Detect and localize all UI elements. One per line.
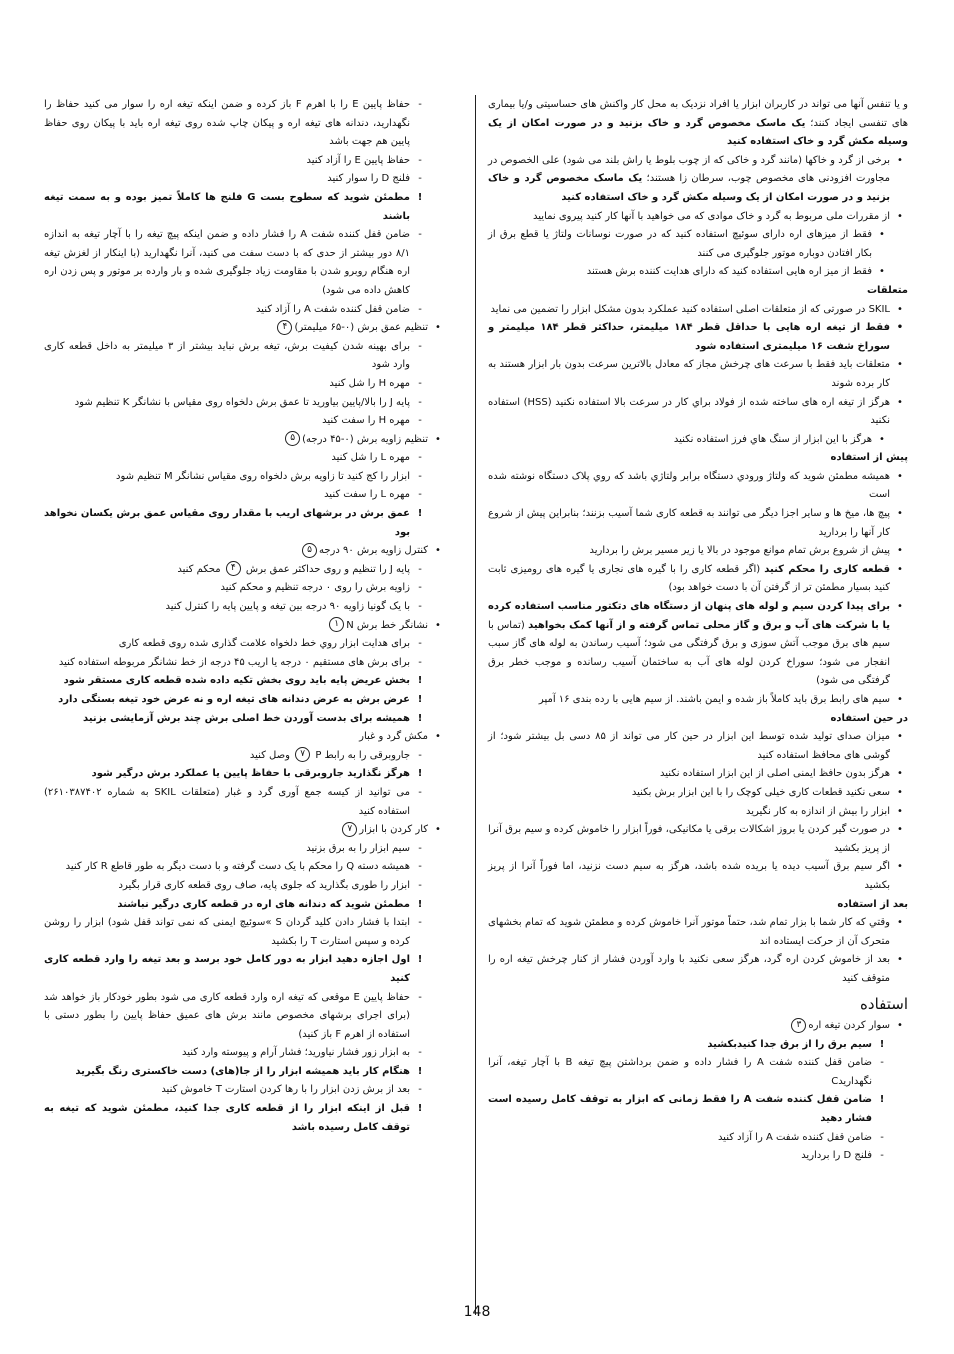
- check-angle: زاویه برش را روی ۰ درجه تنظیم و محکم کنید: [220, 582, 410, 594]
- warning-item: [44, 765, 446, 784]
- warning-icon: !: [879, 1094, 885, 1106]
- warning-icon: !: [417, 694, 423, 705]
- list-item: [488, 208, 908, 227]
- angle-tighten: مهره L را سفت کنید: [324, 489, 410, 501]
- bullet-icon: •: [897, 768, 903, 780]
- list-item: [488, 505, 908, 542]
- check-square: با یک گونیا زاویه ۹۰ درجه بین تیغه و پایین پایه را کنترل کنید: [165, 601, 410, 613]
- press-lock: ضامن قفل کننده شفت A را فشار داده و ضمن برداشتن پیچ تیغه B با آچار تیغه، آنرا نگهداریدC: [488, 1057, 872, 1087]
- op-guard: حفاظ پایین E موقعی که تیغه اره وارد قطعه کاری می شود بطور خودکار باز خواهد شد (برای اجرای برشهای مخصوص مانند برش های عمیق حفاظ پایین را بطور دستی با استفاده از اهرم F باز کنید): [44, 991, 410, 1040]
- warning-item: [44, 1100, 446, 1137]
- warning-icon: !: [417, 675, 423, 687]
- list-item: [488, 152, 908, 208]
- depth-adjust: پایه J را بالا/پایین بیاورید تا عمق برش دلخواه روی مقیاس با نشانگر K تنظیم شود: [74, 396, 410, 408]
- warn-width: عرض برش به عرض دندانه های تیغه اره و نه عرض خود تیغه بستگی دارد: [58, 694, 410, 705]
- bullet-icon: •: [879, 266, 885, 278]
- guard-open: حفاظ پایین E را با اهرم F باز کرده و ضمن اینکه تیغه اره را سوار می کنید حفاظ را نگهدارید، دندانه های تیغه اره و پیکان چاپ شده روی تیغه اره باید با پیکان روی حفاظ پایین هم جهت باشد: [44, 99, 411, 148]
- list-item: [44, 412, 446, 431]
- dust-warning: هرگز نگذارید جاروبرقی با حفاظ پایین یا عملکرد برش درگیر شود: [91, 768, 410, 780]
- list-item: [44, 747, 446, 766]
- warning-icon: !: [417, 954, 423, 966]
- accessory-hss: هرگز از تیغه اره های ساخته شده از فولاد براي کار در سرعت بالا استفاده نکنید (HSS) استفاده نکنید: [488, 396, 890, 427]
- list-item: [488, 394, 908, 431]
- dash-icon: -: [418, 489, 422, 501]
- list-item: [44, 431, 446, 450]
- dash-icon: -: [418, 749, 422, 761]
- check-set-a: پایه J را تنظیم و روی حداکثر عمق برش: [242, 563, 410, 575]
- dash-icon: -: [880, 1150, 884, 1162]
- after-rest: وقتي که کار شما با بزار تمام شد، حتماً موتور آنرا خاموش کرده و مطمئن شوید که تمام بخشهای متحرک آن از حرکت ایستاده اند: [488, 917, 890, 947]
- left-column: [44, 96, 446, 1137]
- list-item: [44, 96, 446, 152]
- op-warn-remove: قبل از اینکه ابزار را از قطعه کاری جدا کنید، مطمئن شوید که تیغه به توقف کامل رسیده باشد: [44, 1103, 410, 1133]
- bullet-icon: •: [435, 731, 441, 743]
- op-plug: سیم ابزار را به برق بزنید: [306, 842, 410, 854]
- detect-text: (تماس با سیم های برق موجب آتش سوزی و برق گرفتگی می شود؛ آسیب رساندن به لوله های گاز سبب انفجار می شود؛ سوراخ کردن لوله های آب به ساختمان آسیب رسانده و موجب خطر برق گرفتگی می شود): [488, 619, 890, 687]
- list-item: [488, 784, 908, 803]
- list-item: [44, 598, 446, 617]
- dust-item: مکش گرد و غبار: [359, 731, 428, 743]
- dash-icon: -: [418, 842, 422, 854]
- list-item: [44, 858, 446, 877]
- table-guide-text: فقط از میز اره هایی استفاده کنید که دارای هدایت کننده برش هستند: [586, 266, 872, 278]
- list-item: [488, 356, 908, 393]
- list-item: [488, 1147, 908, 1166]
- bullet-icon: •: [897, 563, 903, 575]
- dust-bold: یک ماسک مخصوص گرد و خاک بزنید و در صورت امکان از یک وسیله مکش گرد و خاک استفاده کنید: [488, 173, 890, 203]
- before-obstacles: پیش از شروع برش تمام موانع موجود در بالا یا زیر مسیر برش را بردارید: [589, 545, 890, 557]
- list-item: [44, 449, 446, 468]
- list-item: [44, 654, 446, 673]
- dash-icon: -: [418, 638, 422, 650]
- warning-icon: !: [417, 768, 423, 780]
- bullet-icon: •: [879, 433, 885, 445]
- dust-connect-b: وصل کنید: [249, 749, 294, 761]
- list-item: [44, 1081, 446, 1100]
- accessories-heading: متعلقات: [866, 284, 908, 296]
- figure-number: ۷: [295, 747, 310, 762]
- unplug-warning: سیم برق را از برق جدا کنیدبکشید: [707, 1038, 872, 1050]
- list-item: [488, 319, 908, 356]
- angle-loosen: مهره L را شل کنید: [331, 452, 410, 464]
- clamp-text: (اگر قطعه کاری را با گیره های نجاری یا گیره های رومیزی ثابت کنید بسیار مطمئن تر از گرفتن آن با دست خواهد بود): [488, 563, 890, 594]
- during-cord: اگر سیم برق آسیب دیده یا بریده شده باشد، هرگز به سیم دست نزنید، اما فوراً آنرا از پریز بکشید: [488, 861, 890, 891]
- list-item: [44, 1044, 446, 1063]
- usage-title: استفاده: [860, 994, 908, 1013]
- dash-icon: -: [418, 415, 422, 427]
- op-switch: ابتدا با فشار دادن کلید گردان S »سوئیچ ایمنی که نمی تواند قفل شود) ابزار را روشن کرده و سپس استارت T را بکشید: [44, 917, 410, 947]
- warning-icon: !: [417, 508, 423, 520]
- warning-item: [44, 896, 446, 915]
- operation-item: کار کردن با ابزار: [359, 824, 428, 836]
- warning-item: [44, 691, 446, 710]
- depth-item: تنظیم عمق برش (۰-۶۵ میلیمتر): [294, 322, 428, 334]
- list-item: [488, 765, 908, 784]
- list-item: [44, 840, 446, 859]
- indicator-guide: برای هدایت ابزار روي خط دلخواه علامت گذاری شده روی قطعه کاری: [118, 638, 410, 650]
- op-pressure: به ابزار زور فشار نیاورید؛ فشار آرام و پیوسته وارد کنید: [181, 1047, 410, 1059]
- check-item: کنترل زاویه برش ۹۰ درجه: [319, 545, 428, 557]
- during-force: ابزار را بیش از اندازه به کار نگیرید: [745, 805, 890, 817]
- warning-item: [44, 505, 446, 542]
- intro-text: و یا تنفس آنها می تواند در کاربران ابزار یا افراد نزدیک به محل کار واکنش های حساسیتی و/یا بیماری های تنفسی ایجاد کنند؛: [488, 99, 909, 129]
- bullet-icon: •: [435, 433, 441, 445]
- op-stop: بعد از برش زدن ابزار را با رها کردن استارت T خاموش کنید: [161, 1084, 410, 1096]
- bullet-icon: •: [897, 861, 903, 873]
- bullet-icon: •: [897, 359, 903, 371]
- dash-icon: -: [418, 656, 422, 668]
- bullet-icon: •: [435, 824, 441, 836]
- list-item: [44, 877, 446, 896]
- warning-icon: !: [417, 1065, 423, 1077]
- figure-number: ۳: [791, 1018, 806, 1033]
- before-use-heading: پیش از استفاده: [830, 452, 908, 464]
- list-item: [44, 784, 446, 821]
- warning-icon: !: [417, 898, 423, 910]
- list-item: [488, 561, 908, 598]
- angle-item: تنظیم زاویه برش (۰-۴۵ درجه): [302, 433, 428, 445]
- list-item: [44, 375, 446, 394]
- bullet-icon: •: [897, 154, 903, 166]
- dash-icon: -: [418, 303, 422, 315]
- figure-number: ۵: [302, 543, 317, 558]
- clamp-bold: قطعه کاری را محکم کنید: [764, 563, 890, 575]
- list-item: [44, 338, 446, 375]
- warning-item: [44, 672, 446, 691]
- bullet-icon: •: [897, 805, 903, 817]
- bullet-icon: •: [897, 210, 903, 222]
- dash-icon: -: [418, 377, 422, 389]
- list-item: [44, 301, 446, 320]
- detect-bold: برای پیدا کردن سیم و لوله های پنهان از دستگاه های دتکتور مناسب استفاده کرده یا با شرکت های آب و برق و گاز محلی تماس گرفته و از آنها کمک بخواهید: [488, 601, 890, 631]
- list-item: [44, 170, 446, 189]
- list-item: [488, 803, 908, 822]
- op-warn-grip: هنگام کار باید همیشه ابزار را از جا(های) دست خاکستری رنگ بگیرید: [75, 1065, 410, 1077]
- bullet-icon: •: [435, 545, 441, 557]
- lock-warning: ضامن قفل کننده شفت A را فقط زمانی که ابزار به توقف کامل رسیده است فشار دهید: [488, 1094, 873, 1125]
- before-voltage: همیشه مطمئن شوید که ولتاژ ورودي دستگاه برابر ولتاژي باشد که روي پلاک دستگاه نوشته شده است: [488, 470, 890, 501]
- list-item: [488, 226, 908, 263]
- list-item: [44, 319, 446, 338]
- warning-icon: !: [879, 1038, 885, 1050]
- dash-icon: -: [418, 396, 422, 408]
- list-item: [44, 468, 446, 487]
- dust-connect-a: جاروبرقی را به رابط P: [312, 749, 410, 761]
- dash-icon: -: [880, 1057, 884, 1069]
- bullet-icon: •: [897, 303, 903, 315]
- op-place: ابزار را طوری بگذارید که جلوی پایه، صاف روی قطعه کاری قرار بگیرد: [118, 879, 410, 891]
- list-item: [488, 468, 908, 505]
- bullet-icon: •: [897, 601, 903, 613]
- indicator-item: نشانگر خط برش N: [346, 619, 428, 631]
- bullet-icon: •: [897, 508, 903, 520]
- accessory-skil: SKIL در صورتی که از متعلقات اصلی استفاده کنید عملکرد بدون مشکل ابزار را تضمین می نماید: [490, 303, 890, 315]
- figure-number: ۷: [342, 822, 357, 837]
- regulations-text: از مقررات ملی مربوط به گرد و خاک موادی که می خواهید با آنها کار کنید پیروی نمایید: [533, 210, 890, 222]
- list-item: [488, 1129, 908, 1148]
- depth-note: برای بهینه شدن کیفیت برش، تیغه برش نباید بیشتر از ۳ میلیمتر به داخل قطعه کاری وارد شود: [44, 340, 410, 371]
- warning-item: [488, 1036, 908, 1055]
- warning-item: [44, 710, 446, 729]
- list-item: [44, 617, 446, 636]
- dash-icon: -: [418, 601, 422, 613]
- op-warn-speed: اول اجازه دهید ابزار به دور کامل خود برسد و بعد تیغه را وارد قطعه کاری کنید: [44, 954, 410, 984]
- dash-icon: -: [418, 786, 422, 798]
- dash-icon: -: [880, 1131, 884, 1143]
- dash-icon: -: [418, 991, 422, 1003]
- bullet-icon: •: [897, 954, 903, 966]
- list-item: [44, 579, 446, 598]
- warn-test: همیشه برای بدست آوردن خط اصلی برش چند برش آزمایشی بزنید: [83, 712, 410, 724]
- dash-icon: -: [418, 861, 422, 873]
- warning-item: [44, 951, 446, 988]
- dash-icon: -: [418, 229, 422, 241]
- intro-bold: یک ماسک مخصوص گرد و خاک بزنید و در صورت امکان از یک وسیله مکش گرد و خاک استفاده کنید: [488, 117, 908, 148]
- indicator-straight: برای برش های مستقیم ۰ درجه یا اریب ۴۵ درجه از خط نشانگر مربوطه استفاده کنید: [58, 656, 410, 668]
- list-item: [488, 691, 908, 710]
- angle-tilt: ابزار را کج کنید تا زاویه برش دلخواه روی مقیاس نشانگر M تنظیم شود: [115, 470, 410, 482]
- figure-number: ۵: [285, 431, 300, 446]
- bullet-icon: •: [897, 1020, 903, 1032]
- before-cables: سیم های رابط برق باید کاملاً باز شده و ایمن باشند. از سیم هایی با رده بندی ۱۶ آمپر: [538, 694, 890, 705]
- angle-warning: عمق برش در برشهای اریب با مقدار روی مقیاس عمق برش یکسان نخواهد بود: [44, 508, 410, 538]
- list-item: [488, 1017, 908, 1036]
- flange-warning: مطمئن شوید که سطوح بست G فلنج ها کاملاً تمیز بوده و به سمت تیغه باشند: [44, 191, 410, 222]
- list-item: [44, 989, 446, 1045]
- dash-icon: -: [418, 173, 422, 185]
- dust-text: برخی از گرد و خاکها (مانند گرد و خاکی که از چوب بلوط یا راش بلند می شود) علی الخصوص در مجاورت افزودنی های مخصوص چوب، سرطان زا هستند؛: [488, 154, 890, 185]
- after-brake: بعد از خاموش کردن اره گرد، هرگز سعی نکنید با وارد آوردن فشار از کنار چرخش تیغه اره را متوقف کنید: [488, 954, 890, 984]
- check-set-b: محکم کنید: [177, 563, 224, 575]
- mounting-item: سوار کردن تیغه اره: [808, 1020, 890, 1032]
- during-noise: میزان صدای تولید شده توسط این ابزار در حین کار می تواند از ۸۵ دسی بل بیشتر شود؛ از گوشی های محافظ استفاده کنید: [488, 731, 890, 761]
- figure-number: ۴: [277, 320, 292, 335]
- dash-icon: -: [418, 470, 422, 482]
- bullet-icon: •: [897, 731, 903, 743]
- warning-icon: !: [417, 712, 423, 724]
- column-divider: [475, 95, 476, 1315]
- table-switch-text: فقط از میزهای اره دارای سوئیچ استفاده کنید که در صورت نوسانات ولتاژ یا قطع برق از بکار افتادن دوباره موتور جلوگیری می کنند: [488, 229, 872, 259]
- depth-loosen: مهره H را شل کنید: [329, 377, 410, 389]
- warn-support: بخش عریض پایه باید روی بخش تکیه داده شده قطعه کاری مستقر شود: [63, 675, 410, 687]
- warning-icon: !: [417, 1103, 423, 1115]
- release-lock: ضامن قفل کننده شفت A را آزاد کنید: [717, 1131, 872, 1143]
- list-item: [44, 728, 446, 747]
- list-item: [44, 486, 446, 505]
- tighten: ضامن قفل کننده شفت A را فشار داده و ضمن اینکه پیچ تیغه را با آچار تیغه به اندازه ۸/۱ دور بیشتر از حدی که با دست سفت می کنید، آنرا نگهدارید (با اینکار از لغزش تیغه اره هنگام روبرو شدن با مقاومت زیاد جلوگیری شده و بار وارده بر موتور و پس زدن اره کاهش داده می شود): [44, 229, 410, 296]
- list-item: [488, 263, 908, 282]
- page-number: 148: [463, 1304, 491, 1320]
- list-item: [488, 598, 908, 691]
- right-column: [488, 96, 908, 1166]
- during-small: سعی نکنید قطعات کاری خیلی کوچک را با این ابزار برش بکنید: [631, 786, 890, 798]
- bullet-icon: •: [897, 917, 903, 929]
- dash-icon: -: [418, 452, 422, 464]
- bullet-icon: •: [435, 619, 441, 631]
- list-item: [44, 914, 446, 951]
- dash-icon: -: [418, 99, 422, 110]
- bullet-icon: •: [897, 470, 903, 482]
- list-item: [488, 858, 908, 895]
- dash-icon: -: [418, 1084, 422, 1096]
- release-lock-2: ضامن قفل کننده شفت A را آزاد کنید: [255, 303, 410, 315]
- flange-mount: فلنج D را سوار کنید: [327, 173, 410, 185]
- figure-number: ۴: [226, 561, 241, 576]
- list-item: [488, 951, 908, 988]
- during-jam: در صورت گیر کردن یا بروز اشکالات برقی یا مکانیکی، فوراً ابزار را خاموش کرده و سیم برق آنرا از پریز بکشید: [488, 824, 890, 854]
- list-item: [44, 635, 446, 654]
- list-item: [488, 1054, 908, 1091]
- op-warn-teeth: مطمئن شوید که دندانه های اره در قطعه کاری درگیر نباشند: [117, 898, 410, 910]
- bullet-icon: •: [896, 322, 904, 334]
- dash-icon: -: [418, 582, 422, 594]
- list-item: [44, 561, 446, 580]
- intro-paragraph: [488, 96, 908, 152]
- list-item: [488, 728, 908, 765]
- before-nails: پیچ ها، میخ ها و سایر اجزا دیگر می توانند به قطعه کاری شما آسیب بزنند؛ بنابراین پیش از شروع کار آنها را بردارید: [488, 508, 890, 538]
- warning-item: [488, 1091, 908, 1128]
- dust-bag: می توانید از کیسه جمع آوری گرد و غبار (متعلقات SKIL به شماره ۲۶۱۰۳۸۷۴۰۲) استفاده کنید: [44, 786, 410, 817]
- list-item: [44, 226, 446, 300]
- list-item: [488, 301, 908, 320]
- list-item: [44, 394, 446, 413]
- op-hold: همیشه دسته Q را محکم با یک دست گرفته و با دست دیگر به طور قاطع R کار کنید: [65, 861, 410, 873]
- bullet-icon: •: [435, 322, 441, 334]
- dash-icon: -: [418, 917, 422, 929]
- warning-item: [44, 1063, 446, 1082]
- bullet-icon: •: [897, 545, 903, 557]
- depth-tighten: مهره H را سفت کنید: [322, 415, 410, 427]
- list-item: [44, 821, 446, 840]
- bullet-icon: •: [897, 396, 903, 408]
- dash-icon: -: [418, 879, 422, 891]
- list-item: [488, 542, 908, 561]
- accessory-blades: فقط از تیغه اره هایی با حداقل قطر ۱۸۴ میلیمتر، حداکثر قطر ۱۸۴ میلیمتر و سوراخ شفت ۱۶ میلیمتری استفاده شود: [488, 322, 891, 352]
- bullet-icon: •: [897, 694, 903, 705]
- guard-release: حفاظ پایین E را آزاد کنید: [306, 154, 410, 166]
- dash-icon: -: [418, 563, 422, 575]
- list-item: [488, 821, 908, 858]
- list-item: [488, 431, 908, 450]
- dash-icon: -: [418, 154, 422, 166]
- list-item: [44, 542, 446, 561]
- warning-item: [44, 189, 446, 226]
- accessory-speed: متعلقات باید فقط با سرعت های چرخش مجاز که معادل بالاترین سرعت بدون بار ابزار هستند به کار برده شوند: [488, 359, 890, 389]
- dash-icon: -: [418, 1047, 422, 1059]
- after-use-heading: بعد از استفاده: [837, 898, 908, 910]
- dash-icon: -: [418, 340, 422, 352]
- figure-number: ۱: [329, 617, 344, 632]
- remove-flange: فلنج D را بردارید: [801, 1150, 872, 1162]
- bullet-icon: •: [879, 229, 885, 241]
- list-item: [44, 152, 446, 171]
- during-use-heading: در حین استفاده: [830, 712, 908, 724]
- list-item: [488, 914, 908, 951]
- warning-icon: !: [417, 191, 423, 203]
- bullet-icon: •: [897, 824, 903, 836]
- bullet-icon: •: [897, 786, 903, 798]
- during-guard: هرگز بدون حافظ ایمنی اصلی از این ابزار استفاده نکنید: [659, 768, 890, 780]
- accessory-abrasive: هرگز با این ابزار از سنگ هاي فرز استفاده نکنید: [673, 433, 872, 445]
